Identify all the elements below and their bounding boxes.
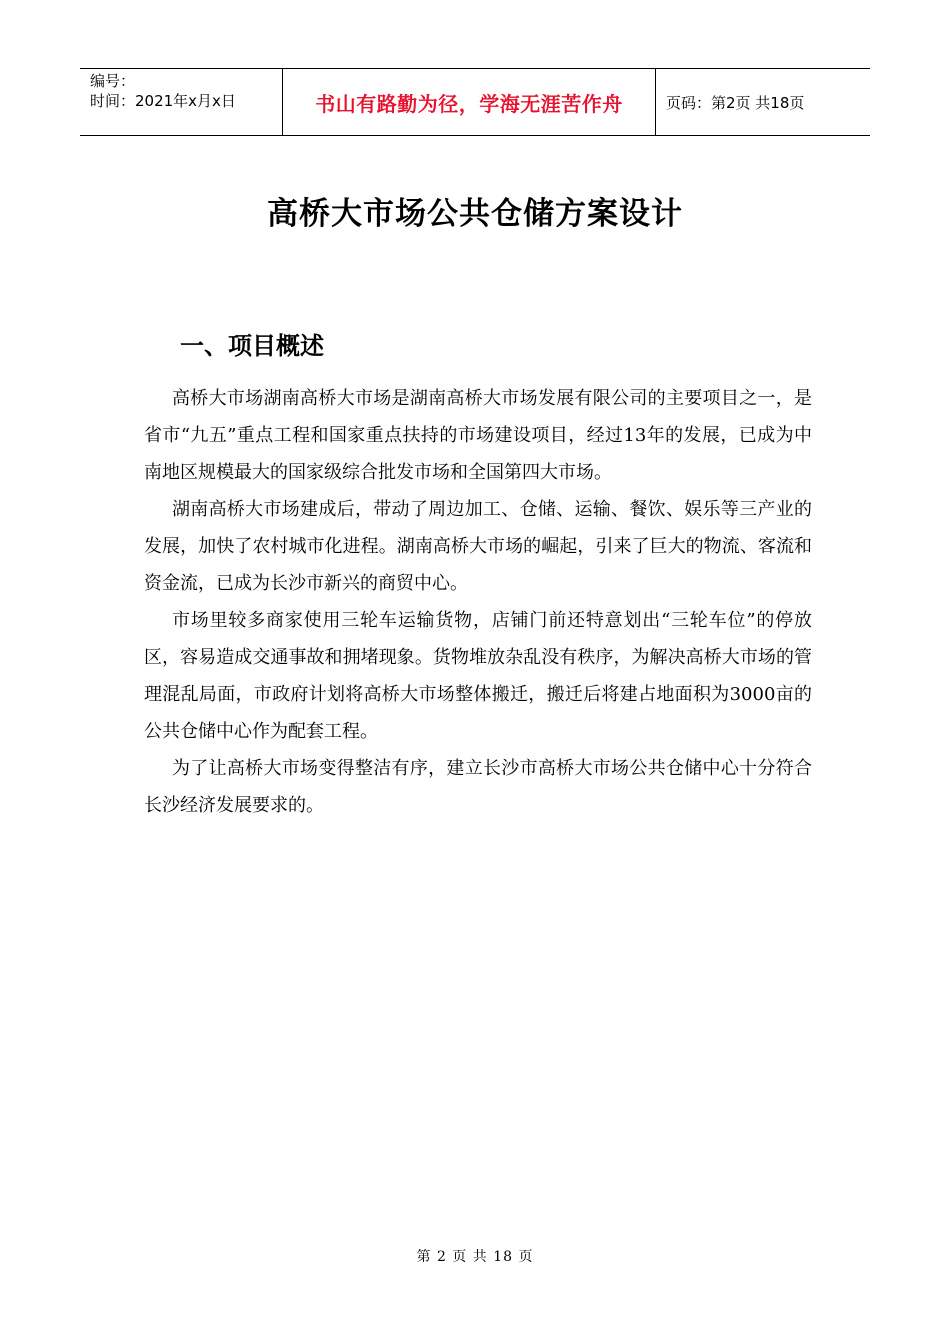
paragraph: 为了让高桥大市场变得整洁有序，建立长沙市高桥大市场公共仓储中心十分符合长沙经济发展要求的。	[144, 758, 812, 816]
paragraph: 高桥大市场湖南高桥大市场是湖南高桥大市场发展有限公司的主要项目之一，是省市“九五”重点工程和国家重点扶持的市场建设项目，经过13年的发展，已成为中南地区规模最大的国家级综合批发市场和全国第四大市场。	[144, 388, 812, 483]
header-page-info: 页码：第2页 共18页	[666, 93, 805, 112]
page-footer: 第 2 页 共 18 页	[416, 1249, 534, 1265]
body-text	[144, 380, 812, 824]
section-heading: 一、项目概述	[180, 332, 324, 360]
header-meta	[80, 69, 282, 135]
header-code-label: 编号：	[90, 72, 136, 90]
header-motto: 书山有路勤为径，学海无涯苦作舟	[282, 69, 656, 135]
paragraph: 湖南高桥大市场建成后，带动了周边加工、仓储、运输、餐饮、娱乐等三产业的发展，加快了农村城市化进程。湖南高桥大市场的崛起，引来了巨大的物流、客流和资金流，已成为长沙市新兴的商贸中心。	[144, 499, 812, 594]
page-header	[80, 68, 870, 136]
document-title: 高桥大市场公共仓储方案设计	[267, 196, 683, 232]
header-date-label: 时间：2021年x月x日	[90, 92, 236, 110]
paragraph: 市场里较多商家使用三轮车运输货物，店铺门前还特意划出“三轮车位”的停放区，容易造成交通事故和拥堵现象。货物堆放杂乱没有秩序，为解决高桥大市场的管理混乱局面，市政府计划将高桥大市场整体搬迁，搬迁后将建占地面积为3000亩的公共仓储中心作为配套工程。	[144, 610, 812, 742]
